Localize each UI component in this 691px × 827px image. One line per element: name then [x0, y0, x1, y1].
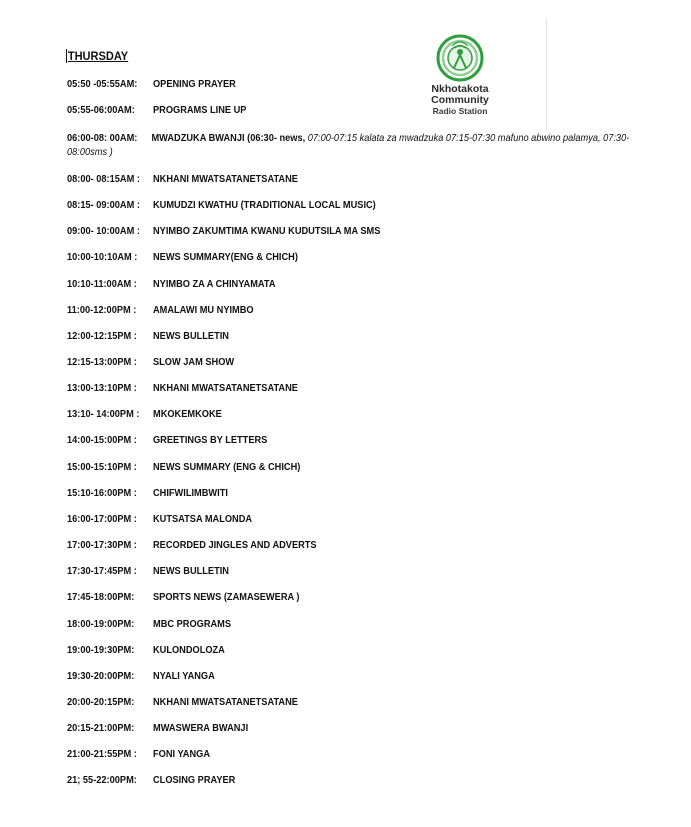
schedule-row	[0, 432, 691, 448]
time-slot: 17:00-17:30PM :	[67, 539, 137, 551]
time-slot: 05:50 -05:55AM:	[67, 78, 138, 90]
program-name: SLOW JAM SHOW	[153, 356, 235, 368]
time-slot: 21:00-21:55PM :	[67, 748, 137, 760]
program-details: 07:00-07:15 kalata za mwadzuka 07:15-07:30 mafuno abwino palamya, 07:30-08:00sms )	[67, 132, 630, 158]
program-name: MBC PROGRAMS	[153, 618, 232, 630]
schedule-row	[0, 694, 691, 710]
schedule-row	[0, 772, 691, 788]
program-name: CHIFWILIMBWITI	[153, 487, 228, 499]
program-name: NYIMBO ZA A CHINYAMATA	[153, 278, 276, 290]
time-slot: 15:10-16:00PM :	[67, 487, 137, 499]
program-name: KUTSATSA MALONDA	[153, 513, 253, 525]
schedule-row	[0, 380, 691, 396]
program-name: RECORDED JINGLES AND ADVERTS	[153, 539, 317, 551]
time-slot: 15:00-15:10PM :	[67, 461, 137, 473]
schedule-row	[0, 249, 691, 265]
schedule-row	[0, 668, 691, 684]
program-name: MKOKEMKOKE	[153, 408, 222, 420]
time-slot: 18:00-19:00PM:	[67, 618, 135, 630]
time-slot: 21; 55-22:00PM:	[67, 774, 137, 786]
program-name: SPORTS NEWS (ZAMASEWERA )	[153, 591, 300, 603]
time-slot: 20:15-21:00PM:	[67, 722, 135, 734]
schedule-row	[0, 328, 691, 344]
program-name: NYALI YANGA	[153, 670, 215, 682]
schedule-row	[0, 171, 691, 187]
schedule-row	[0, 720, 691, 736]
schedule-row	[0, 76, 691, 92]
time-slot: 17:30-17:45PM :	[67, 565, 137, 577]
schedule-row	[0, 563, 691, 579]
time-slot: 06:00-08: 00AM:	[67, 132, 138, 144]
schedule-row	[0, 589, 691, 605]
schedule-row	[0, 197, 691, 213]
program-name: PROGRAMS LINE UP	[153, 104, 247, 116]
time-slot: 10:10-11:00AM :	[67, 278, 137, 290]
schedule-row	[0, 276, 691, 292]
schedule-row	[0, 616, 691, 632]
program-name: AMALAWI MU NYIMBO	[153, 304, 254, 316]
logo-station-text: Radio Station	[432, 106, 488, 116]
program-name: NEWS BULLETIN	[153, 565, 229, 577]
program-name: KUMUDZI KWATHU (TRADITIONAL LOCAL MUSIC)	[153, 199, 376, 211]
program-name: CLOSING PRAYER	[153, 774, 236, 786]
day-heading: THURSDAY	[67, 49, 129, 63]
time-slot: 10:00-10:10AM :	[67, 251, 138, 263]
program-name: NEWS BULLETIN	[153, 330, 229, 342]
time-slot: 14:00-15:00PM :	[67, 434, 137, 446]
time-slot: 12:15-13:00PM :	[67, 356, 137, 368]
time-slot: 20:00-20:15PM:	[67, 696, 135, 708]
program-name: OPENING PRAYER	[153, 78, 236, 90]
time-slot: 13:10- 14:00PM :	[67, 408, 140, 420]
schedule-row	[0, 406, 691, 422]
schedule-row	[0, 537, 691, 553]
time-slot: 05:55-06:00AM:	[67, 104, 135, 116]
time-slot: 16:00-17:00PM :	[67, 513, 137, 525]
program-name: FONI YANGA	[153, 748, 210, 760]
time-slot: 13:00-13:10PM :	[67, 382, 137, 394]
time-slot: 11:00-12:00PM :	[67, 304, 137, 316]
schedule-row	[0, 302, 691, 318]
time-slot: 17:45-18:00PM:	[67, 591, 135, 603]
program-name: GREETINGS BY LETTERS	[153, 434, 268, 446]
logo-community-text: Community	[431, 94, 489, 106]
schedule-row	[0, 642, 691, 658]
time-slot: 09:00- 10:00AM :	[67, 225, 140, 237]
program-name: NYIMBO ZAKUMTIMA KWANU KUDUTSILA MA SMS	[153, 225, 381, 237]
time-slot: 08:15- 09:00AM :	[67, 199, 140, 211]
schedule-row	[0, 223, 691, 239]
schedule-row	[0, 102, 691, 118]
logo-name-text: Nkhotakota	[431, 83, 489, 95]
program-name: NKHANI MWATSATANETSATANE	[153, 382, 298, 394]
time-slot: 19:00-19:30PM:	[67, 644, 135, 656]
program-name: NEWS SUMMARY(ENG & CHICH)	[153, 251, 298, 263]
time-slot: 08:00- 08:15AM :	[67, 173, 140, 185]
schedule-row	[0, 459, 691, 475]
program-name: MWASWERA BWANJI	[153, 722, 249, 734]
program-name: KULONDOLOZA	[153, 644, 225, 656]
time-slot: 19:30-20:00PM:	[67, 670, 135, 682]
time-slot: 12:00-12:15PM :	[67, 330, 137, 342]
schedule-row	[0, 485, 691, 501]
program-name: NKHANI MWATSATANETSATANE	[153, 173, 298, 185]
program-name: MWADZUKA BWANJI (06:30- news,	[151, 132, 306, 144]
program-name: NEWS SUMMARY (ENG & CHICH)	[153, 461, 301, 473]
schedule-row	[0, 746, 691, 762]
schedule-row-long	[67, 131, 667, 159]
program-name: NKHANI MWATSATANETSATANE	[153, 696, 298, 708]
schedule-row	[0, 511, 691, 527]
schedule-row	[0, 354, 691, 370]
